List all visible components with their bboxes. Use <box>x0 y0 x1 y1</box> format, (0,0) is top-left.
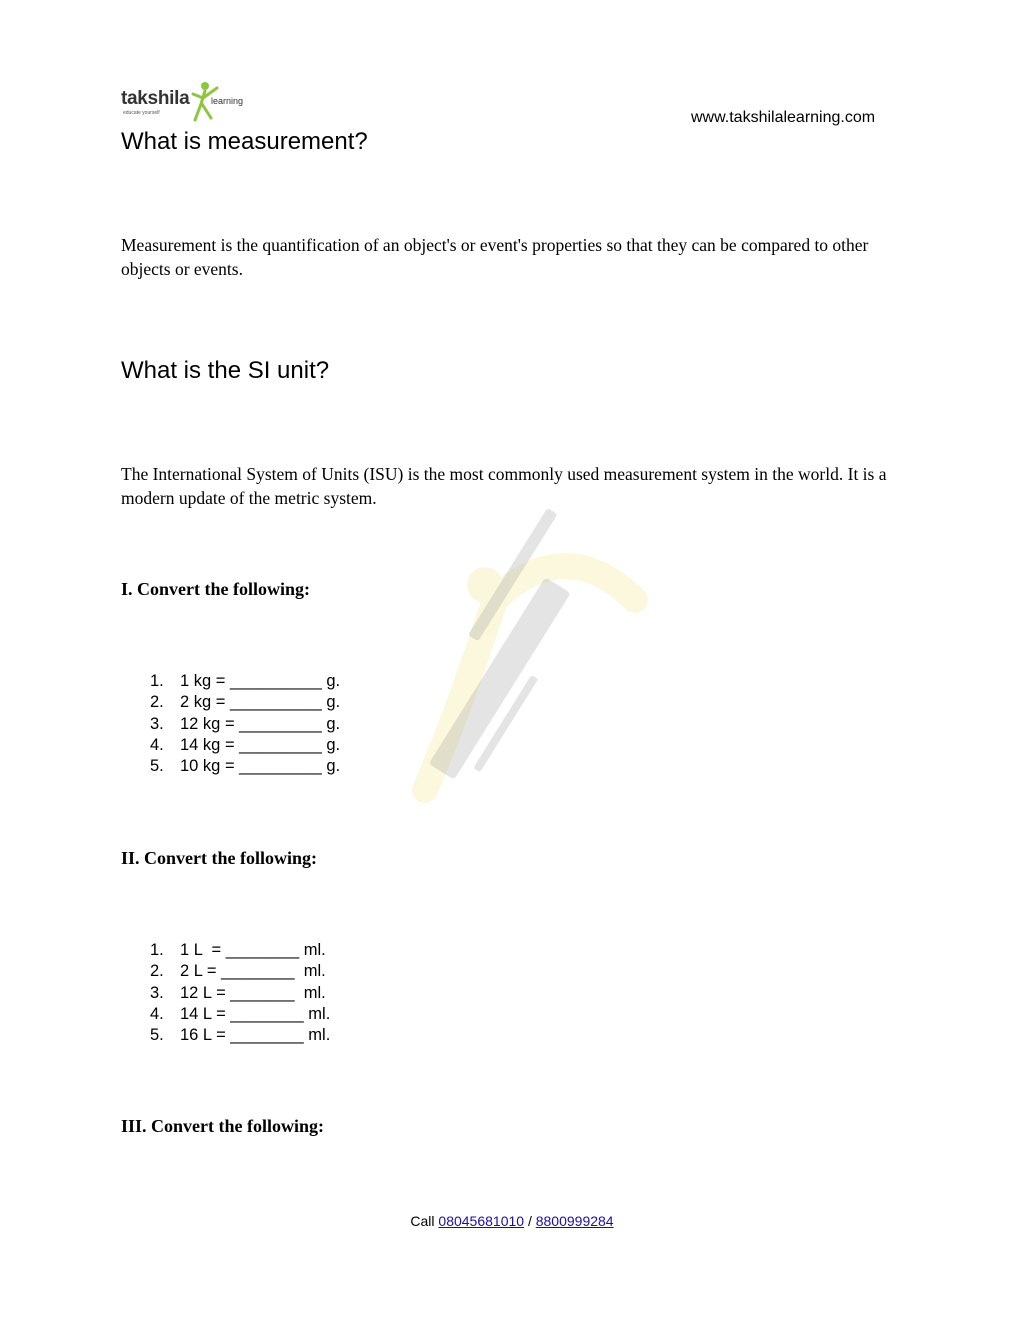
list-item: 4. 14 L = ________ ml. <box>150 1004 331 1023</box>
phone-link-1[interactable]: 08045681010 <box>438 1213 525 1229</box>
takshila-logo <box>121 80 261 124</box>
convert-section-1-heading: I. Convert the following: <box>121 579 310 599</box>
list-item: 5. 16 L = ________ ml. <box>150 1026 331 1045</box>
list-item: 1. 1 L = ________ ml. <box>150 941 326 959</box>
list-item: 2. 2 kg = __________ g. <box>150 693 341 712</box>
logo-tagline: educate yourself <box>123 110 160 116</box>
list-item: 1. 1 kg = __________ g. <box>150 672 341 690</box>
logo-brand: takshila <box>121 88 190 109</box>
list-item: 2. 2 L = ________ ml. <box>150 962 326 981</box>
convert-section-3-heading: III. Convert the following: <box>121 1116 324 1136</box>
logo-suffix: learning <box>211 96 244 106</box>
list-item: 5. 10 kg = _________ g. <box>150 757 341 776</box>
si-unit-heading: What is the SI unit? <box>121 357 330 384</box>
list-item: 3. 12 kg = _________ g. <box>150 714 341 733</box>
call-label: Call <box>410 1213 435 1229</box>
convert-section-2-list <box>150 940 330 1046</box>
footer-contact <box>0 1213 1024 1229</box>
convert-section-2-heading: II. Convert the following: <box>121 848 317 868</box>
list-item: 3. 12 L = _______ ml. <box>150 983 326 1002</box>
takshila-watermark-icon <box>345 490 665 820</box>
measurement-definition: Measurement is the quantification of an object's or event's properties so that they can be compared to other objects or events. <box>121 235 869 279</box>
site-url: www.takshilalearning.com <box>691 109 876 126</box>
convert-section-1-list <box>150 671 340 777</box>
list-item: 4. 14 kg = _________ g. <box>150 735 341 754</box>
si-unit-definition: The International System of Units (ISU) is the most commonly used measurement system in the world. It is a modern update of the metric system. <box>121 464 887 508</box>
phone-separator: / <box>527 1213 532 1229</box>
measurement-heading: What is measurement? <box>121 128 368 155</box>
phone-link-2[interactable]: 8800999284 <box>535 1213 614 1229</box>
